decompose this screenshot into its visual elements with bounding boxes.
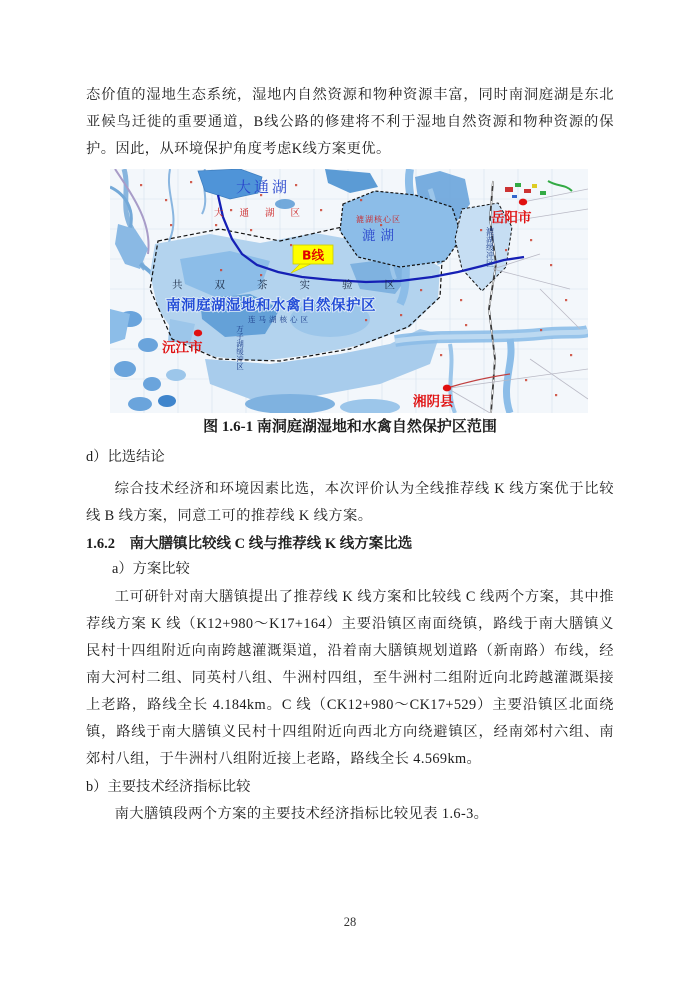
- page-number: 28: [343, 915, 357, 929]
- reserve-label: 南洞庭湖湿地和水禽自然保护区: [166, 298, 376, 314]
- xiangyin-label: 湘阴县: [413, 394, 454, 410]
- lu-lake-core-label: 漉湖核心区: [356, 215, 401, 224]
- datong-district-label: 大通湖区: [214, 208, 317, 219]
- intro-paragraph-block: [86, 82, 614, 163]
- yueyang-label: 岳阳市: [491, 210, 532, 226]
- paragraph-d: 综合技术经济和环境因素比选，本次评价认为全线推荐线 K 线方案优于比较线 B 线方案，同意工可的推荐线 K 线方案。: [86, 481, 614, 524]
- city-dot-yuanjiang: [194, 330, 202, 337]
- list-item-b: b）主要技术经济指标比较: [86, 779, 251, 795]
- list-item-d: d）比选结论: [86, 449, 165, 465]
- reserve-map: [110, 169, 588, 413]
- datong-lake-label: 大通湖: [236, 178, 291, 196]
- paragraph-b-block: [86, 801, 614, 828]
- figure-map: [110, 169, 588, 413]
- intro-paragraph: 态价值的湿地生态系统，湿地内自然资源和物种资源丰富，同时南洞庭湖是东北亚候鸟迁徙的重要通道，B线公路的修建将不利于湿地自然资源和物种资源的保护。因此，从环境保护角度考虑K线方案更优。: [86, 87, 614, 157]
- experiment-zone-label: 共双茶实验区: [172, 279, 427, 291]
- lu-lake-buffer-label: 漉湖缓冲区: [485, 227, 495, 267]
- b-line-label: B线: [301, 247, 325, 263]
- city-dot-xiangyin: [443, 385, 451, 392]
- figure-caption: 图 1.6-1 南洞庭湖湿地和水禽自然保护区范围: [203, 419, 497, 435]
- yuanjiang-label: 沅江市: [162, 340, 203, 356]
- list-item-a: a）方案比较: [112, 561, 190, 577]
- paragraph-a-block: [86, 584, 614, 773]
- paragraph-d-block: [86, 476, 614, 530]
- paragraph-a: 工可研针对南大膳镇提出了推荐线 K 线方案和比较线 C 线两个方案，其中推荐线方案 K 线（K12+980～K17+164）主要沿镇区南面绕镇，路线于南大膳镇义民村十四组附近向南跨越灌溉渠道，沿着南大膳镇规划道路（新南路）布线，经南大河村二组、同英村八组、牛洲村四组，至牛洲村二组附近向北跨越灌溉渠接上老路，路线全长 4.184km。C 线（CK12+980～CK17+529）主要沿镇区北面绕镇，路线于南大膳镇义民村十四组附近向西北方向绕避镇区，经南郊村六组、南郊村八组，于牛洲村八组附近接上老路，路线全长 4.569km。: [86, 589, 614, 767]
- city-dot-yueyang: [519, 199, 527, 206]
- wanzi-buffer-label: 万子湖缓冲区: [235, 325, 245, 370]
- paragraph-b: 南大膳镇段两个方案的主要技术经济指标比较见表 1.6-3。: [114, 806, 489, 822]
- lianma-core-label: 连马湖核心区: [248, 315, 311, 324]
- section-heading-162: 1.6.2 南大膳镇比较线 C 线与推荐线 K 线方案比选: [86, 536, 413, 552]
- lu-lake-label: 漉湖: [362, 228, 399, 244]
